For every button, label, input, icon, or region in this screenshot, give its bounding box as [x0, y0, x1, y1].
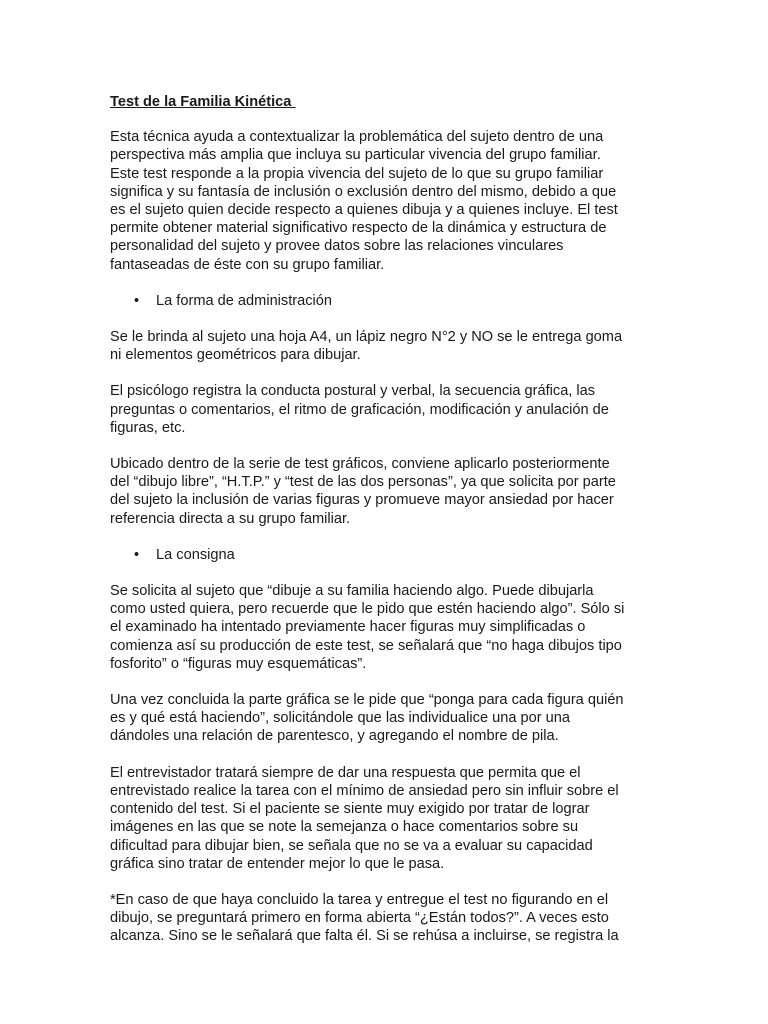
administration-paragraph-2 — [110, 382, 665, 437]
text-line: *En caso de que haya concluido la tarea y entregue el test no figurando en el — [110, 891, 609, 908]
consigna-paragraph-1 — [110, 582, 665, 673]
text-line: Se solicita al sujeto que “dibuje a su familia haciendo algo. Puede dibujarla — [110, 583, 594, 600]
text-line: dándoles una relación de parentesco, y agregando el nombre de pila. — [110, 728, 559, 745]
administration-paragraph-1 — [110, 328, 665, 364]
text-line: El psicólogo registra la conducta postural y verbal, la secuencia gráfica, las — [110, 383, 596, 400]
text-line: como usted quiera, pero recuerde que le pido que estén haciendo algo”. Sólo si — [110, 601, 625, 618]
text-line: contenido del test. Si el paciente se siente muy exigido por tratar de lograr — [110, 801, 590, 818]
text-line: del sujeto la inclusión de varias figuras y promueve mayor ansiedad por hacer — [110, 492, 614, 509]
text-line: es y qué está haciendo”, solicitándole que las individualice una por una — [110, 710, 571, 727]
text-line: imágenes en las que se note la semejanza o hace comentarios sobre su — [110, 819, 579, 836]
text-line: Una vez concluida la parte gráfica se le pide que “ponga para cada figura quién — [110, 692, 624, 709]
text-line: Esta técnica ayuda a contextualizar la problemática del sujeto dentro de una — [110, 129, 604, 146]
bullet-item-consigna — [110, 546, 665, 564]
bullet-icon: • — [134, 546, 140, 563]
text-line: el examinado ha intentado previamente hacer figuras muy simplificadas o — [110, 619, 586, 636]
bullet-label: La forma de administración — [156, 292, 333, 309]
bullet-label: La consigna — [156, 546, 235, 563]
text-line: es el sujeto quien decide respecto a quienes dibuja y a quienes incluye. El test — [110, 202, 618, 219]
text-line: ni elementos geométricos para dibujar. — [110, 347, 361, 364]
consigna-paragraph-3 — [110, 764, 665, 873]
text-line: fosforito” o “figuras muy esquemáticas”. — [110, 655, 367, 672]
intro-paragraph — [110, 128, 665, 274]
text-line: figuras, etc. — [110, 419, 186, 436]
document-page — [110, 93, 665, 964]
text-line: El entrevistador tratará siempre de dar una respuesta que permita que el — [110, 764, 581, 781]
text-line: comienza así su producción de este test, se señalará que “no haga dibujos tipo — [110, 637, 622, 654]
text-line: preguntas o comentarios, el ritmo de graficación, modificación y anulación de — [110, 401, 609, 418]
bullet-item-administration — [110, 292, 665, 310]
text-line: del “dibujo libre”, “H.T.P.” y “test de las dos personas”, ya que solicita por parte — [110, 474, 616, 491]
text-line: Ubicado dentro de la serie de test gráficos, conviene aplicarlo posteriormente — [110, 456, 610, 473]
document-title: Test de la Familia Kinética — [110, 94, 296, 110]
text-line: entrevistado realice la tarea con el mínimo de ansiedad pero sin influir sobre el — [110, 782, 619, 799]
text-line: alcanza. Sino se le señalará que falta él. Si se rehúsa a incluirse, se registra la — [110, 928, 619, 945]
text-line: dificultad para dibujar bien, se señala que no se va a evaluar su capacidad — [110, 837, 593, 854]
text-line: perspectiva más amplia que incluya su particular vivencia del grupo familiar. — [110, 147, 601, 164]
text-line: significa y su fantasía de inclusión o exclusión dentro del mismo, debido a que — [110, 183, 617, 200]
text-line: fantaseadas de éste con su grupo familiar. — [110, 256, 385, 273]
text-line: Se le brinda al sujeto una hoja A4, un lápiz negro N°2 y NO se le entrega goma — [110, 329, 623, 346]
bullet-icon: • — [134, 292, 140, 309]
text-line: referencia directa a su grupo familiar. — [110, 510, 351, 527]
text-line: personalidad del sujeto y provee datos sobre las relaciones vinculares — [110, 238, 564, 255]
text-line: dibujo, se preguntará primero en forma abierta “¿Están todos?”. A veces esto — [110, 910, 609, 927]
consigna-paragraph-4 — [110, 891, 665, 946]
consigna-paragraph-2 — [110, 691, 665, 746]
text-line: gráfica sino tratar de entender mejor lo que le pasa. — [110, 855, 445, 872]
text-line: permite obtener material significativo respecto de la dinámica y estructura de — [110, 220, 607, 237]
administration-paragraph-3 — [110, 455, 665, 528]
text-line: Este test responde a la propia vivencia del sujeto de lo que su grupo familiar — [110, 165, 604, 182]
